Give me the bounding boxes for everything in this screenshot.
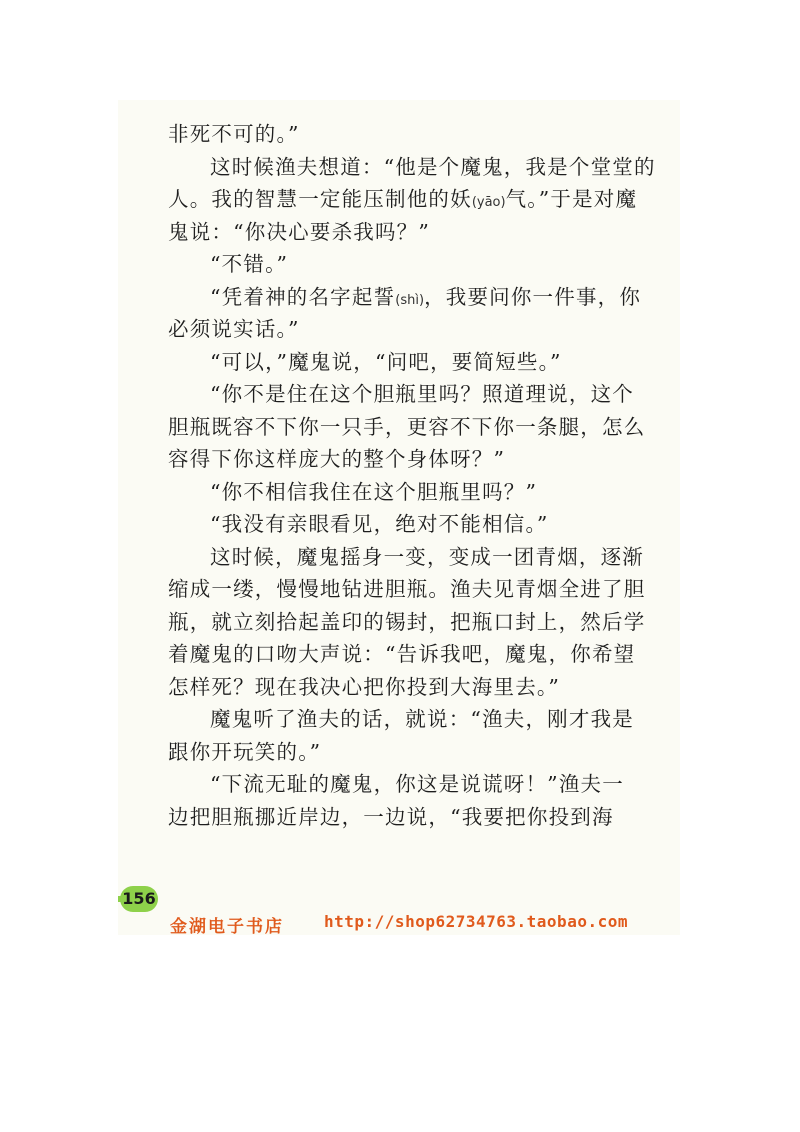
body-text [168,118,658,833]
text-segment: “凭着神的名字起誓 [210,284,396,309]
text-line [168,183,658,216]
text-line: 跟你开玩笑的。” [168,739,322,764]
text-line: 魔鬼听了渔夫的话，就说：“渔夫，刚才我是 [210,707,634,731]
text-line: 瓶，就立刻拾起盖印的锡封，把瓶口封上，然后学 [168,609,646,634]
text-line: “你不是住在这个胆瓶里吗？照道理说，这个 [210,382,634,406]
text-segment: 人。我的智慧一定能压制他的妖 [168,187,472,211]
text-line [168,281,658,314]
pinyin-annotation: (shì) [395,292,425,308]
text-line: 鬼说：“你决心要杀我吗？” [168,219,431,244]
text-line: 这时候，魔鬼摇身一变，变成一团青烟，逐渐 [210,544,644,569]
text-line: “我没有亲眼看见，绝对不能相信。” [210,512,549,536]
text-segment: ，我要问你一件事，你 [424,284,642,309]
text-line: 缩成一缕，慢慢地钻进胆瓶。渔夫见青烟全进了胆 [168,577,646,601]
pinyin-annotation: (yāo) [471,195,506,210]
text-line: 必须说实话。” [168,317,300,341]
text-line: 容得下你这样庞大的整个身体呀？” [168,447,506,471]
text-line: “不错。” [210,252,289,276]
store-url: http://shop62734763.taobao.com [324,912,628,931]
text-line: “下流无耻的魔鬼，你这是说谎呀！”渔夫一 [210,772,624,796]
text-line: 这时候渔夫想道：“他是个魔鬼，我是个堂堂的 [210,154,656,179]
text-line: 非死不可的。” [168,122,300,146]
text-line: 着魔鬼的口吻大声说：“告诉我吧，魔鬼，你希望 [168,642,636,666]
text-line: 胆瓶既容不下你一只手，更容不下你一条腿，怎么 [168,414,646,439]
store-name: 金湖电子书店 [170,917,284,937]
page-number: 156 [120,886,158,912]
text-line: “你不相信我住在这个胆瓶里吗？” [210,479,538,504]
text-line: 边把胆瓶挪近岸边，一边说，“我要把你投到海 [168,804,614,829]
text-line: 怎样死？现在我决心把你投到大海里去。” [168,674,561,699]
book-page [118,100,680,935]
text-segment: 气。”于是对魔 [505,187,638,211]
text-line: “可以，”魔鬼说，“问吧，要简短些。” [210,349,562,374]
